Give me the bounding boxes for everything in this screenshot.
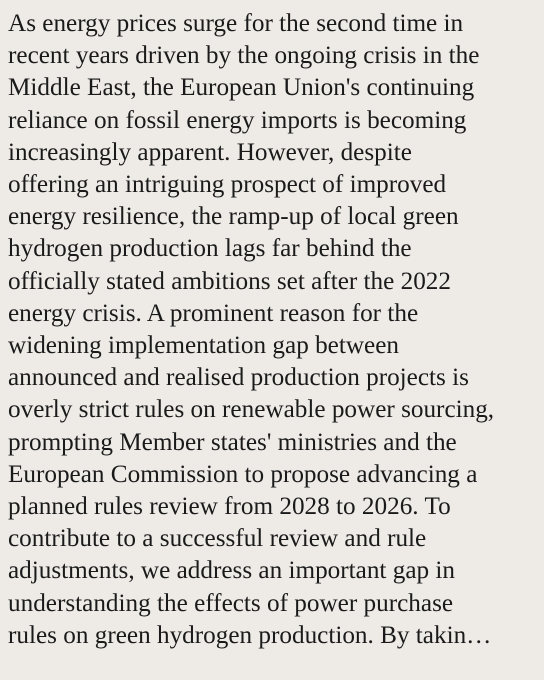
text-line: recent years driven by the ongoing crisis in the — [8, 42, 480, 70]
text-line: contribute to a successful review and rule — [8, 525, 427, 553]
text-line: European Commission to propose advancing a — [8, 460, 478, 488]
text-line: As energy prices surge for the second time in — [8, 10, 464, 37]
text-line: energy resilience, the ramp-up of local green — [8, 203, 459, 231]
text-line: hydrogen production lags far behind the — [8, 235, 412, 263]
text-line-truncated[interactable]: rules on green hydrogen production. By takin… — [8, 621, 492, 649]
abstract-text-block — [8, 8, 543, 652]
text-line: Middle East, the European Union's continuing — [8, 74, 475, 102]
text-line: widening implementation gap between — [8, 332, 399, 360]
text-line: prompting Member states' ministries and the — [8, 428, 457, 456]
text-line: understanding the effects of power purchase — [8, 589, 454, 617]
text-line: reliance on fossil energy imports is becoming — [8, 106, 467, 134]
text-line: energy crisis. A prominent reason for the — [8, 299, 419, 327]
text-line: officially stated ambitions set after the 2022 — [8, 267, 451, 295]
text-line: overly strict rules on renewable power sourcing, — [8, 396, 495, 424]
text-line: planned rules review from 2028 to 2026. To — [8, 493, 451, 521]
text-line: announced and realised production projects is — [8, 364, 469, 392]
text-line: adjustments, we address an important gap in — [8, 557, 455, 585]
text-line: increasingly apparent. However, despite — [8, 138, 412, 166]
text-line: offering an intriguing prospect of improved — [8, 171, 447, 199]
